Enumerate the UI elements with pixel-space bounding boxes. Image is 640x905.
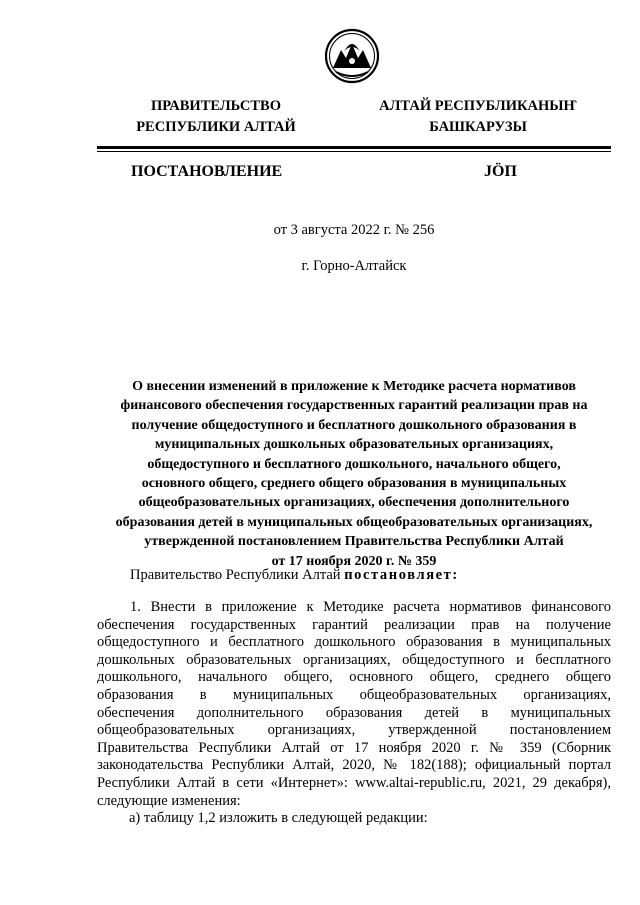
- header-alt-line2: БАШКАРУЗЫ: [429, 119, 527, 135]
- header-rule-thick: [97, 146, 611, 149]
- preamble-text: Правительство Республики Алтай: [130, 567, 341, 583]
- title-line: О внесении изменений в приложение к Методике расчета нормативов: [132, 379, 576, 394]
- body-line: образования в муниципальных общеобразовательных организациях,: [97, 686, 611, 703]
- coat-of-arms-icon: [324, 28, 380, 84]
- preamble: [130, 567, 459, 584]
- header-alt-line1: АЛТАЙ РЕСПУБЛИКАНЫҤ: [379, 98, 577, 114]
- body-line: следующие изменения:: [97, 792, 241, 809]
- header-ru: [116, 96, 316, 138]
- header-alt: [378, 96, 578, 138]
- document-city: г. Горно-Алтайск: [301, 258, 407, 274]
- header-ru-line2: РЕСПУБЛИКИ АЛТАЙ: [136, 119, 296, 135]
- doctype-alt: JӦП: [484, 163, 517, 180]
- body-line: общедоступного и бесплатного дошкольного образования в муниципальных: [97, 634, 611, 651]
- body-line: дошкольного, начального общего, основного общего, среднего общего: [97, 669, 611, 686]
- title-line: основного общего, среднего общего образования в муниципальных: [141, 476, 567, 492]
- body-line: дошкольных образовательных организациях, общедоступного и бесплатного: [97, 651, 611, 668]
- title-line: муниципальных дошкольных образовательных организациях,: [154, 437, 554, 453]
- title-line: утвержденной постановлением Правительства Республики Алтай: [144, 534, 564, 550]
- header-rule-thin: [97, 151, 611, 152]
- body-line: обеспечения государственных гарантий реализации прав на получение: [97, 616, 611, 633]
- title-line: получение общедоступного и бесплатного дошкольного образования в: [131, 417, 577, 433]
- document-body: [97, 599, 611, 828]
- document-date: от 3 августа 2022 г. № 256: [273, 222, 435, 238]
- document-title: [97, 377, 611, 571]
- body-line: Республики Алтай в сети «Интернет»: www.altai-republic.ru, 2021, 29 декабря),: [97, 774, 611, 791]
- body-line: обеспечения дополнительного образования детей в муниципальных: [97, 704, 611, 721]
- title-line: общедоступного и бесплатного дошкольного, начального общего,: [147, 456, 561, 472]
- body-line: Правительства Республики Алтай от 17 ноября 2020 г. № 359 (Сборник: [97, 739, 611, 756]
- body-line: 1. Внести в приложение к Методике расчета нормативов финансового: [130, 599, 611, 615]
- title-line: от 17 ноября 2020 г. № 359: [271, 553, 437, 569]
- body-line: общеобразовательных организациях, утвержденной постановлением: [97, 722, 611, 739]
- title-line: образования детей в муниципальных общеобразовательных организациях,: [115, 514, 593, 530]
- title-line: общеобразовательных организациях, обеспечения дополнительного: [138, 495, 570, 511]
- doctype-ru: ПОСТАНОВЛЕНИЕ: [131, 163, 283, 180]
- title-line: финансового обеспечения государственных гарантий реализации прав на: [120, 398, 588, 414]
- body-line: законодательства Республики Алтай, 2020, № 182(188); официальный портал: [97, 757, 611, 774]
- item-a: а) таблицу 1,2 изложить в следующей редакции:: [129, 810, 428, 827]
- preamble-emph: постановляет:: [344, 567, 459, 583]
- header-ru-line1: ПРАВИТЕЛЬСТВО: [151, 98, 281, 114]
